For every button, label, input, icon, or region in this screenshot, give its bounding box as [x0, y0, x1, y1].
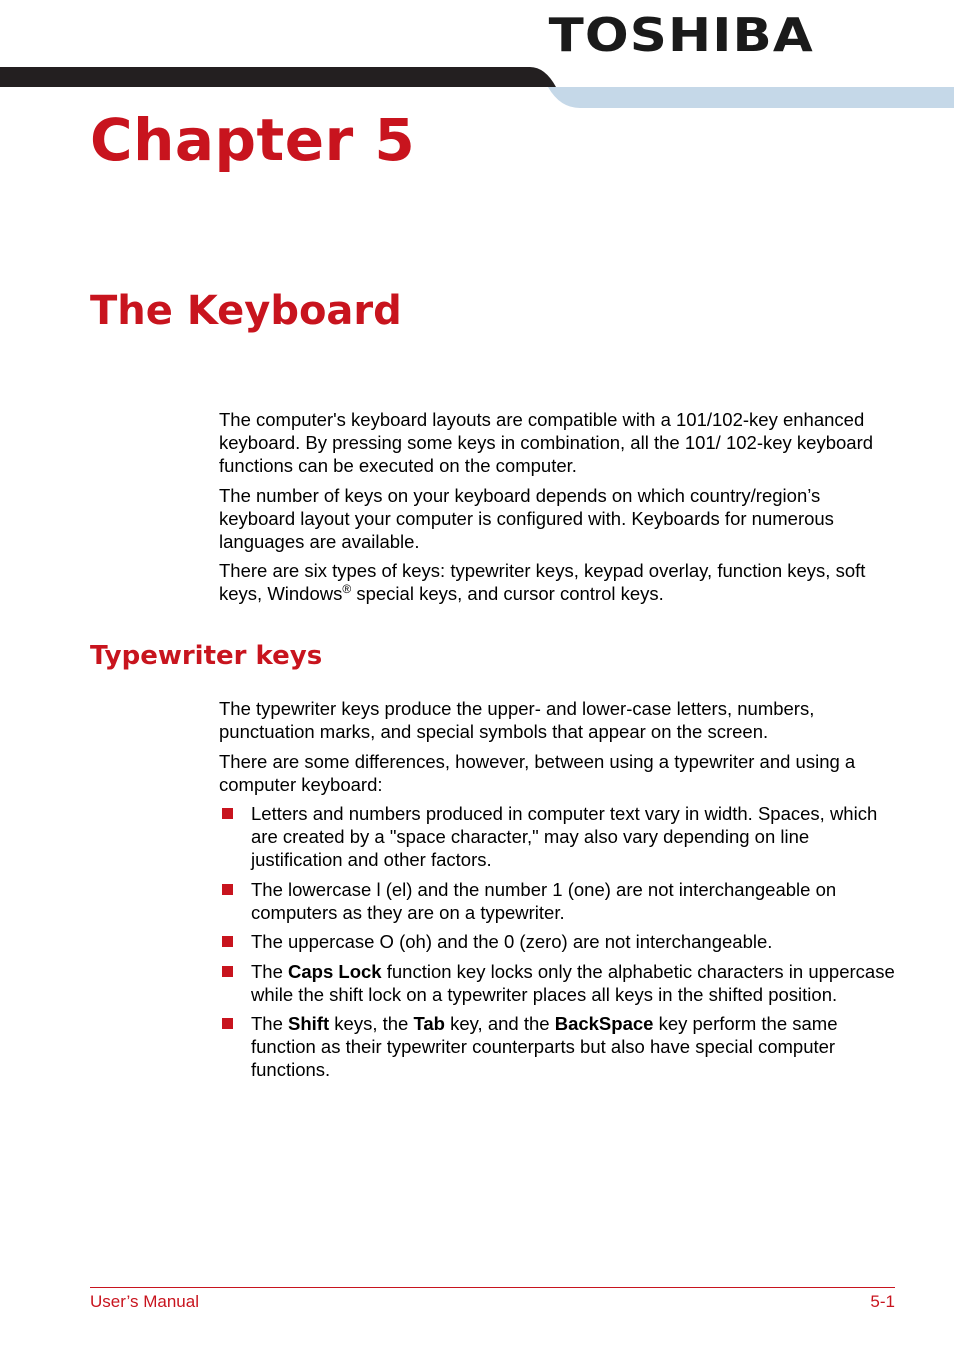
key-name-shift: Shift — [288, 1013, 330, 1034]
footer-manual-title: User’s Manual — [90, 1292, 199, 1311]
section-title: The Keyboard — [90, 288, 402, 334]
bullet-square-icon — [222, 808, 233, 819]
list-item-text: The — [251, 1013, 289, 1034]
list-item-text: keys, the — [329, 1013, 414, 1034]
registered-mark: ® — [342, 581, 352, 596]
list-item-text: The lowercase l (el) and the number 1 (one) are not interchangeable on computers as they are on a typewriter. — [251, 878, 837, 923]
list-item — [219, 960, 899, 1006]
typewriter-paragraph-1: The typewriter keys produce the upper- and lower-case letters, numbers, punctuation marks, and special symbols that appear on the screen. — [219, 698, 815, 742]
key-name-backspace: BackSpace — [554, 1013, 654, 1034]
bullet-square-icon — [222, 936, 233, 947]
list-item-text: Letters and numbers produced in computer text vary in width. Spaces, which are created by a "space character," may also vary depending on line justification and other factors. — [251, 803, 878, 870]
intro-paragraph-1: The computer's keyboard layouts are compatible with a 101/102-key enhanced keyboard. By pressing some keys in combination, all the 101/ 102-key keyboard functions can be executed on the computer. — [219, 409, 874, 476]
key-name-tab: Tab — [413, 1013, 445, 1034]
list-item — [219, 878, 899, 924]
list-item — [219, 802, 899, 871]
list-item-text: function key locks only the alphabetic characters in uppercase while the shift lock on a typewriter places all keys in the shifted position. — [251, 960, 895, 1005]
typewriter-text — [219, 697, 899, 1088]
list-item-text: The — [251, 960, 289, 982]
list-item-text: The uppercase O (oh) and the 0 (zero) are not interchangeable. — [251, 931, 773, 952]
toshiba-logo: TOSHIBA — [548, 8, 814, 62]
list-item-text: key, and the — [445, 1013, 555, 1034]
typewriter-paragraph-2: There are some differences, however, between using a typewriter and using a computer keyboard: — [219, 750, 856, 795]
header-band-dark — [0, 67, 556, 87]
list-item — [219, 930, 899, 953]
bullet-square-icon — [222, 1018, 233, 1029]
chapter-title: Chapter 5 — [90, 106, 416, 174]
intro-text — [219, 408, 899, 612]
header-band-light — [548, 87, 954, 108]
key-name-caps-lock: Caps Lock — [288, 960, 382, 982]
footer-rule — [90, 1287, 895, 1288]
bullet-square-icon — [222, 966, 233, 977]
intro-paragraph-2: The number of keys on your keyboard depends on which country/region’s keyboard layout your computer is configured with. Keyboards for numerous languages are available. — [219, 484, 834, 552]
subsection-title: Typewriter keys — [90, 641, 323, 671]
list-item-text: key perform the same function as their typewriter counterparts but also have special computer functions. — [251, 1013, 838, 1080]
difference-list — [219, 802, 899, 1081]
page-number: 5-1 — [870, 1292, 895, 1311]
bullet-square-icon — [222, 884, 233, 895]
header-band — [0, 66, 954, 108]
intro-p3-after: special keys, and cursor control keys. — [351, 583, 664, 604]
intro-paragraph-3 — [219, 559, 899, 605]
list-item — [219, 1012, 899, 1081]
intro-p3-before: There are six types of keys: typewriter keys, keypad overlay, function keys, soft keys, Windows — [219, 560, 866, 604]
